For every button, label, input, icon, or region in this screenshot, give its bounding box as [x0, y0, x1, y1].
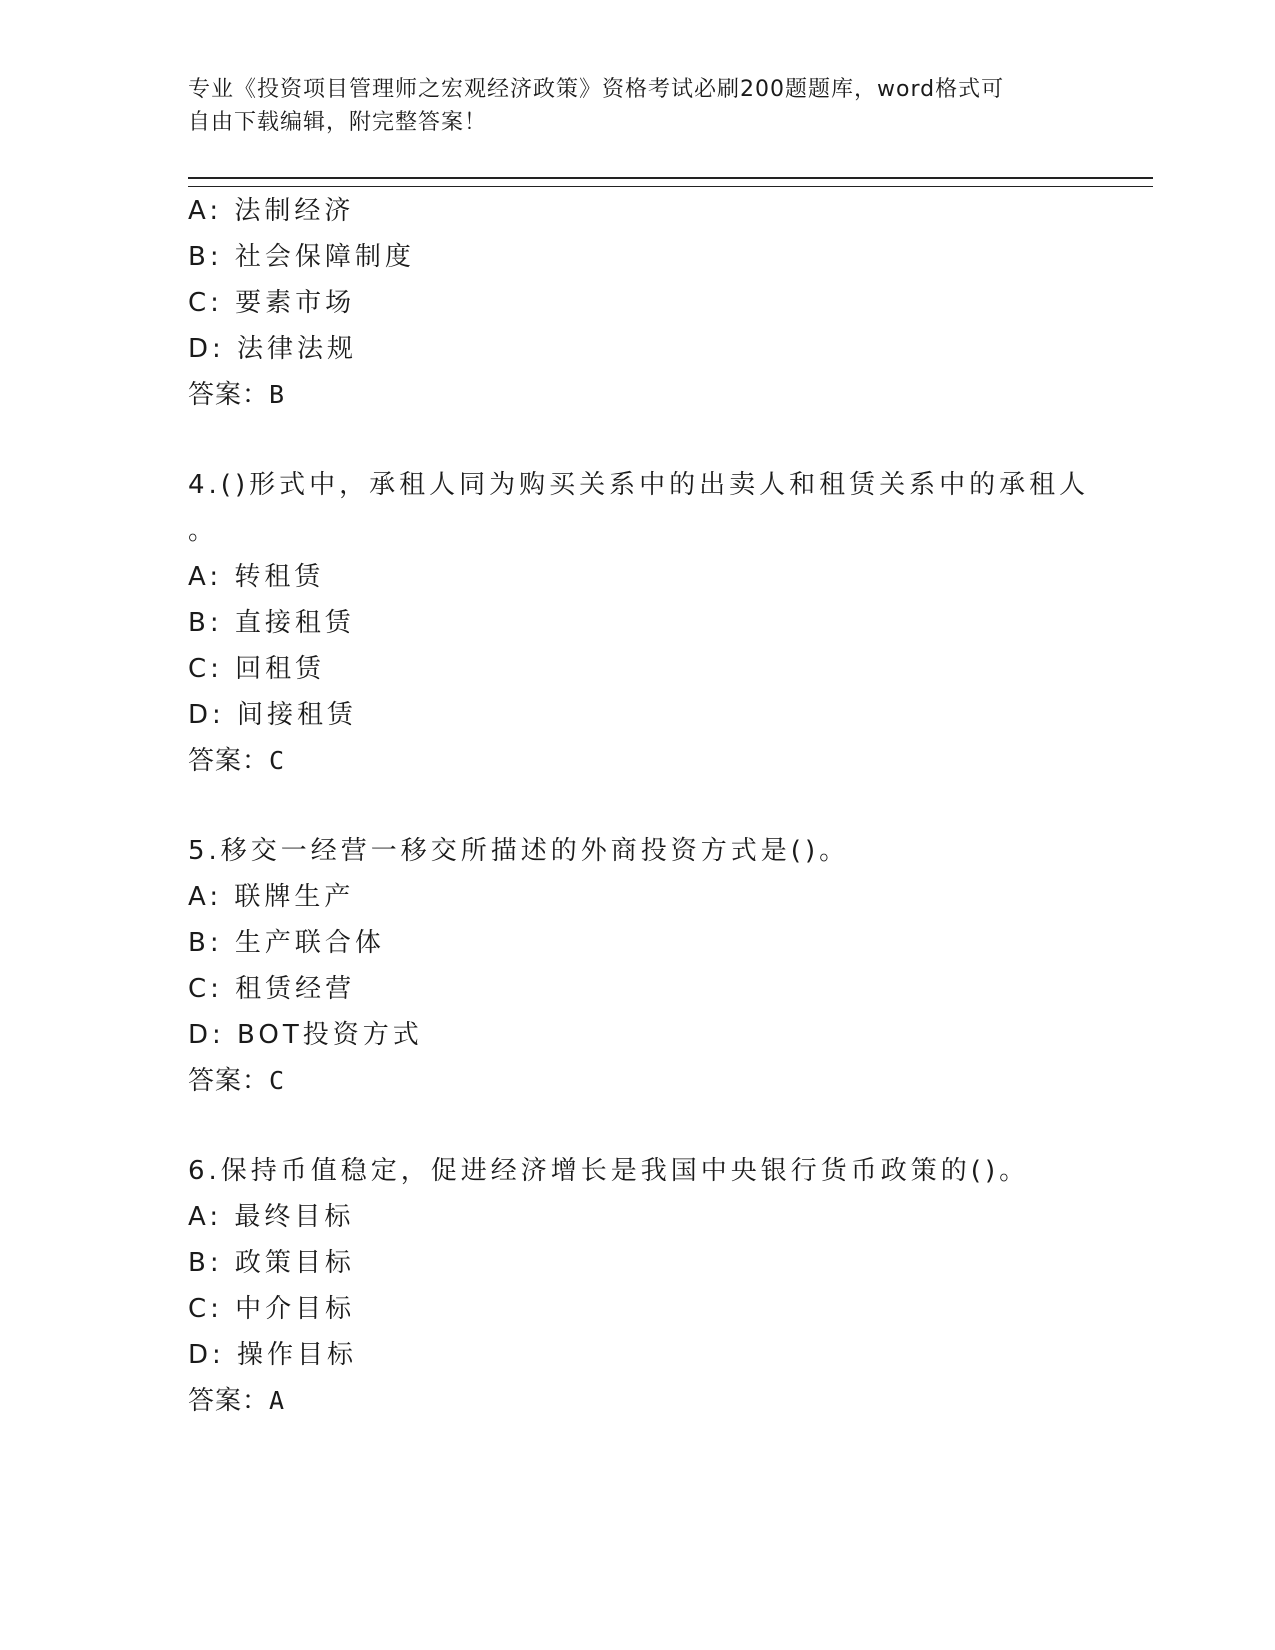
option-c: C: 租赁经营 [188, 974, 356, 1004]
document-header [188, 73, 1088, 139]
question-text: 5.移交一经营一移交所描述的外商投资方式是()。 [188, 836, 850, 866]
answer-line [188, 1058, 1153, 1104]
option-b: B: 社会保障制度 [188, 242, 415, 272]
option-a: A: 最终目标 [188, 1202, 355, 1232]
header-title-line-1: 专业《投资项目管理师之宏观经济政策》资格考试必刷200题题库，word格式可 [188, 77, 1005, 102]
question-text-continued: 。 [188, 516, 219, 546]
answer-value: C [269, 1066, 286, 1095]
answer-value: C [269, 746, 286, 775]
option-d: D: BOT投资方式 [188, 1020, 423, 1050]
answer-value: A [269, 1386, 286, 1415]
question-text: 6.保持币值稳定，促进经济增长是我国中央银行货币政策的()。 [188, 1156, 1030, 1186]
option-c: C: 要素市场 [188, 288, 356, 318]
question-text: 4.()形式中，承租人同为购买关系中的出卖人和租赁关系中的承租人 [188, 470, 1090, 500]
answer-label: 答案： [188, 746, 270, 776]
option-c: C: 中介目标 [188, 1294, 356, 1324]
question-list [188, 188, 1153, 1424]
option-b: B: 生产联合体 [188, 928, 385, 958]
question-5-block [188, 828, 1153, 1104]
option-d: D: 法律法规 [188, 334, 358, 364]
answer-label: 答案： [188, 1386, 270, 1416]
answer-label: 答案： [188, 380, 270, 410]
option-a: A: 联牌生产 [188, 882, 355, 912]
option-d: D: 操作目标 [188, 1340, 358, 1370]
answer-line [188, 738, 1153, 784]
option-c: C: 回租赁 [188, 654, 326, 684]
option-a: A: 法制经济 [188, 196, 355, 226]
option-a: A: 转租赁 [188, 562, 325, 592]
answer-line [188, 1378, 1153, 1424]
header-title-line-2: 自由下载编辑，附完整答案！ [188, 110, 488, 135]
question-4-block [188, 462, 1153, 784]
option-d: D: 间接租赁 [188, 700, 358, 730]
answer-value: B [269, 380, 286, 409]
answer-label: 答案： [188, 1066, 270, 1096]
option-b: B: 直接租赁 [188, 608, 355, 638]
question-3-block [188, 188, 1153, 418]
answer-line [188, 372, 1153, 418]
header-divider [188, 177, 1153, 187]
question-6-block [188, 1148, 1153, 1424]
option-b: B: 政策目标 [188, 1248, 355, 1278]
